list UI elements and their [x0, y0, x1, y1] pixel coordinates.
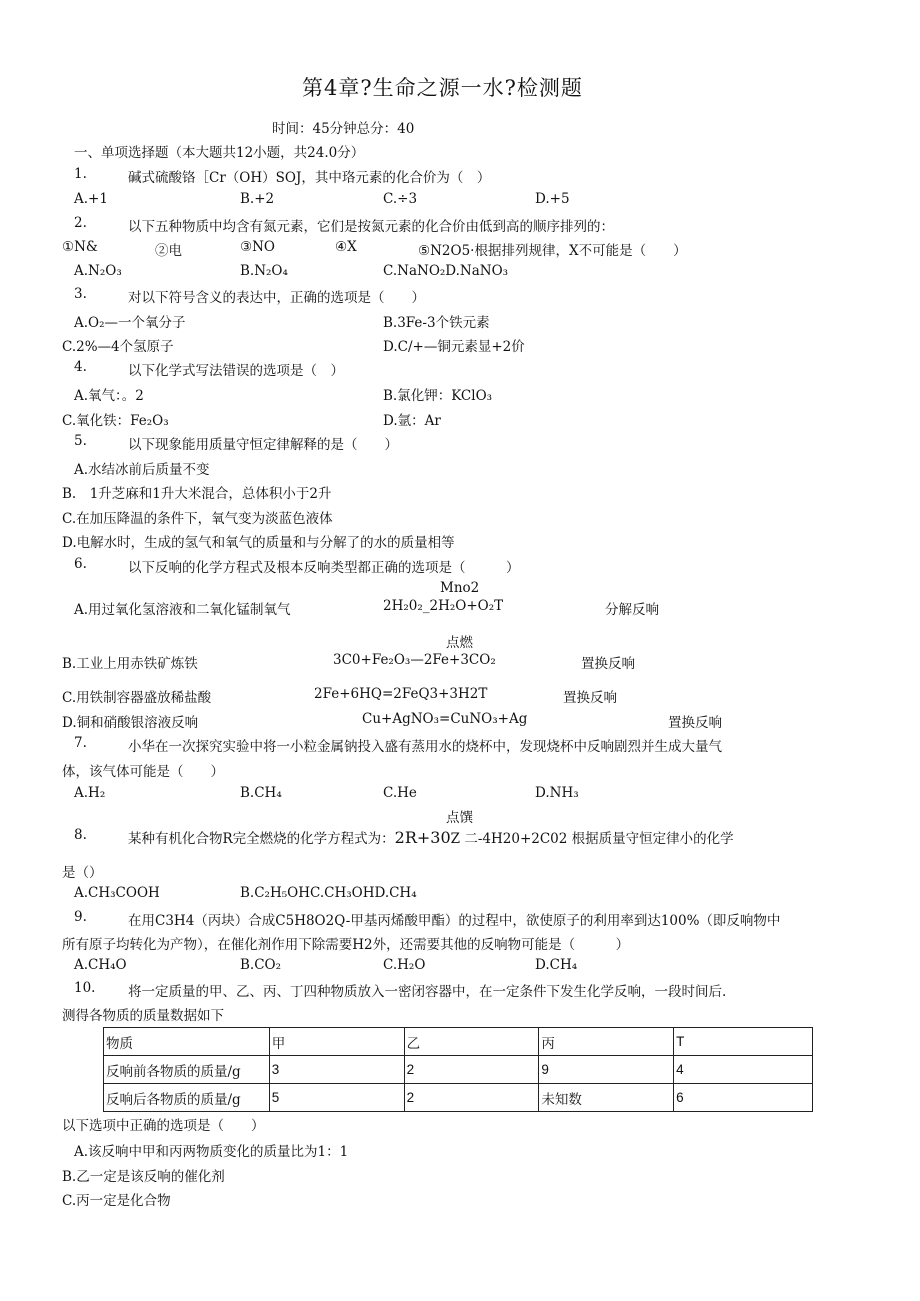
table-cell: 反响后各物质的质量/g: [104, 1084, 270, 1112]
question-number: 3.: [74, 286, 87, 302]
option: B.CO₂: [240, 957, 282, 973]
option: A.CH₃COOH: [74, 885, 160, 901]
question-text: 将一定质量的甲、乙、丙、丁四种物质放入一密闭容器中，在一定条件下发生化学反响，一段时间后.: [128, 984, 727, 1000]
option: D.氩：Ar: [383, 413, 441, 429]
question-text: 以下五种物质中均含有氮元素，它们是按氮元素的化合价由低到高的顺序排列的：: [128, 219, 614, 235]
table-cell: 2: [404, 1056, 539, 1084]
question-text: 在用C3H4（丙块）合成C5H8O2Q-甲基丙烯酸甲酯）的过程中，欲使原子的利用率到达100%（即反响物中: [128, 913, 781, 929]
option: D.CH₄: [535, 957, 578, 973]
option: C.NaNO₂D.NaNO₃: [383, 263, 509, 279]
option: B.+2: [240, 191, 275, 207]
option: B.乙一定是该反响的催化剂: [62, 1169, 225, 1185]
question-text: 碱式硫酸铬［Cr（OH）SOJ，其中珞元素的化合价为（ ）: [128, 170, 491, 186]
table-header-cell: 甲: [269, 1028, 404, 1056]
question-number: 2.: [74, 215, 87, 231]
table-cell: 6: [674, 1084, 813, 1112]
option: A.氧气：。2: [74, 388, 144, 404]
option: D.+5: [535, 191, 570, 207]
condition-label: 点馔: [446, 810, 473, 826]
table-header-cell: 乙: [404, 1028, 539, 1056]
table-header-cell: 丙: [539, 1028, 674, 1056]
option: C.在加压降温的条件下，氧气变为淡蓝色液体: [62, 511, 333, 527]
table-cell: 5: [269, 1084, 404, 1112]
table-header-cell: T: [674, 1028, 813, 1056]
question-text-cont: 测得各物质的质量数据如下: [62, 1008, 224, 1024]
option: B. 1升芝麻和1升大米混合，总体积小于2升: [62, 486, 332, 502]
option: C.2%—4个氢原子: [62, 339, 174, 355]
option: B.C₂H₅OHC.CH₃OHD.CH₄: [240, 885, 417, 901]
option: B.N₂O₄: [240, 263, 288, 279]
table-cell: 未知数: [539, 1084, 674, 1112]
option: A.CH₄O: [74, 957, 127, 973]
question-text: 小华在一次探究实验中将一小粒金属钠投入盛有蒸用水的烧杯中，发现烧杯中反响剧烈并生成大量气: [128, 739, 722, 755]
question-text: 以下现象能用质量守恒定律解释的是（ ）: [128, 437, 398, 453]
question-text: [128, 827, 734, 847]
option: C.He: [383, 785, 417, 801]
option: C.H₂O: [383, 957, 426, 973]
option: A.水结冰前后质量不变: [74, 462, 210, 478]
option: C.丙一定是化合物: [62, 1193, 171, 1209]
option: A.+1: [74, 191, 108, 207]
reaction-type: 置换反响: [668, 715, 722, 731]
table-cell: 3: [269, 1056, 404, 1084]
option: B.氯化钾：KClO₃: [383, 388, 493, 404]
question-text: 以下反响的化学方程式及根本反响类型都正确的选项是（ ）: [128, 560, 520, 576]
table-header-row: [104, 1028, 813, 1056]
table-row: [104, 1056, 813, 1084]
question-text-cont: 体，该气体可能是（ ）: [62, 764, 224, 780]
equation: 2H₂0₂_2H₂O+O₂T: [383, 598, 504, 614]
question-number: 1.: [74, 166, 87, 182]
option: C.氧化铁：Fe₂O₃: [62, 413, 169, 429]
option: D.NH₃: [535, 785, 579, 801]
reaction-type: 置换反响: [581, 656, 635, 672]
table-cell: 4: [674, 1056, 813, 1084]
question-text-part: Z 二-4H20+2C02 根据质量守恒定律小的化学: [450, 831, 734, 847]
question-number: 7.: [74, 735, 87, 751]
equation: Cu+AgNO₃=CuNO₃+Ag: [362, 711, 528, 727]
table-header-cell: 物质: [104, 1028, 270, 1056]
option: C.用铁制容器盛放稀盐酸: [62, 690, 212, 706]
reaction-type: 置换反响: [563, 690, 617, 706]
equation: 2Fe+6HQ=2FeQ3+3H2T: [314, 686, 488, 702]
question-number: 6.: [74, 556, 87, 572]
sequence-item: ③NO: [240, 239, 275, 255]
sequence-item: ⑤N2O5·根据排列规律，X不可能是（ ）: [418, 243, 687, 259]
option: D.C/+—铜元素显+2价: [383, 339, 525, 355]
question-text-cont: 是（）: [62, 865, 103, 881]
table-cell: 9: [539, 1056, 674, 1084]
equation: 3C0+Fe₂O₃—2Fe+3CO₂: [333, 652, 496, 668]
sequence-item: ①N&: [62, 239, 98, 255]
option: D.电解水时，生成的氢气和氧气的质量和与分解了的水的质量相等: [62, 535, 455, 551]
question-prompt: 以下选项中正确的选项是（ ）: [62, 1118, 265, 1134]
question-number: 9.: [74, 909, 87, 925]
data-table: [103, 1027, 813, 1112]
sequence-item: ④X: [335, 239, 357, 255]
reaction-type: 分解反响: [605, 602, 659, 618]
question-text: 对以下符号含义的表达中，正确的选项是（ ）: [128, 290, 425, 306]
page-title: 第4章?生命之源一水?检测题: [302, 76, 583, 100]
question-number: 4.: [74, 359, 87, 375]
question-text-part: 某种有机化合物R完全燃烧的化学方程式为：: [128, 831, 395, 847]
question-number: 8.: [74, 827, 87, 843]
table-cell: 反响前各物质的质量/g: [104, 1056, 270, 1084]
question-number: 5.: [74, 433, 87, 449]
option: A.H₂: [74, 785, 106, 801]
question-text: 以下化学式写法错误的选项是（ ）: [128, 363, 344, 379]
option: C.÷3: [383, 191, 418, 207]
equation-part: 2R+30: [394, 828, 451, 847]
condition-label: 点燃: [446, 635, 473, 651]
time-line: 时间：45分钟总分：40: [272, 121, 415, 137]
option: B.工业上用赤铁矿炼铁: [62, 656, 198, 672]
option: B.CH₄: [240, 785, 282, 801]
sequence-item: ②电: [155, 243, 182, 259]
option: B.3Fe-3个铁元素: [383, 315, 490, 331]
option: D.铜和硝酸银溶液反响: [62, 715, 199, 731]
table-cell: 2: [404, 1084, 539, 1112]
table-row: [104, 1084, 813, 1112]
option: A.N₂O₃: [74, 263, 122, 279]
section-heading: 一、单项选择题（本大题共12小题，共24.0分）: [74, 145, 365, 161]
question-number: 10.: [74, 980, 96, 996]
catalyst-label: Mno2: [440, 580, 480, 596]
option: A.用过氧化氢溶液和二氧化锰制氧气: [74, 602, 291, 618]
option: A.该反响中甲和丙两物质变化的质量比为1：1: [74, 1144, 349, 1160]
question-text-cont: 所有原子均转化为产物），在催化剂作用下除需要H2外，还需要其他的反响物可能是（ ）: [62, 937, 630, 953]
option: A.O₂—一个氧分子: [74, 315, 186, 331]
